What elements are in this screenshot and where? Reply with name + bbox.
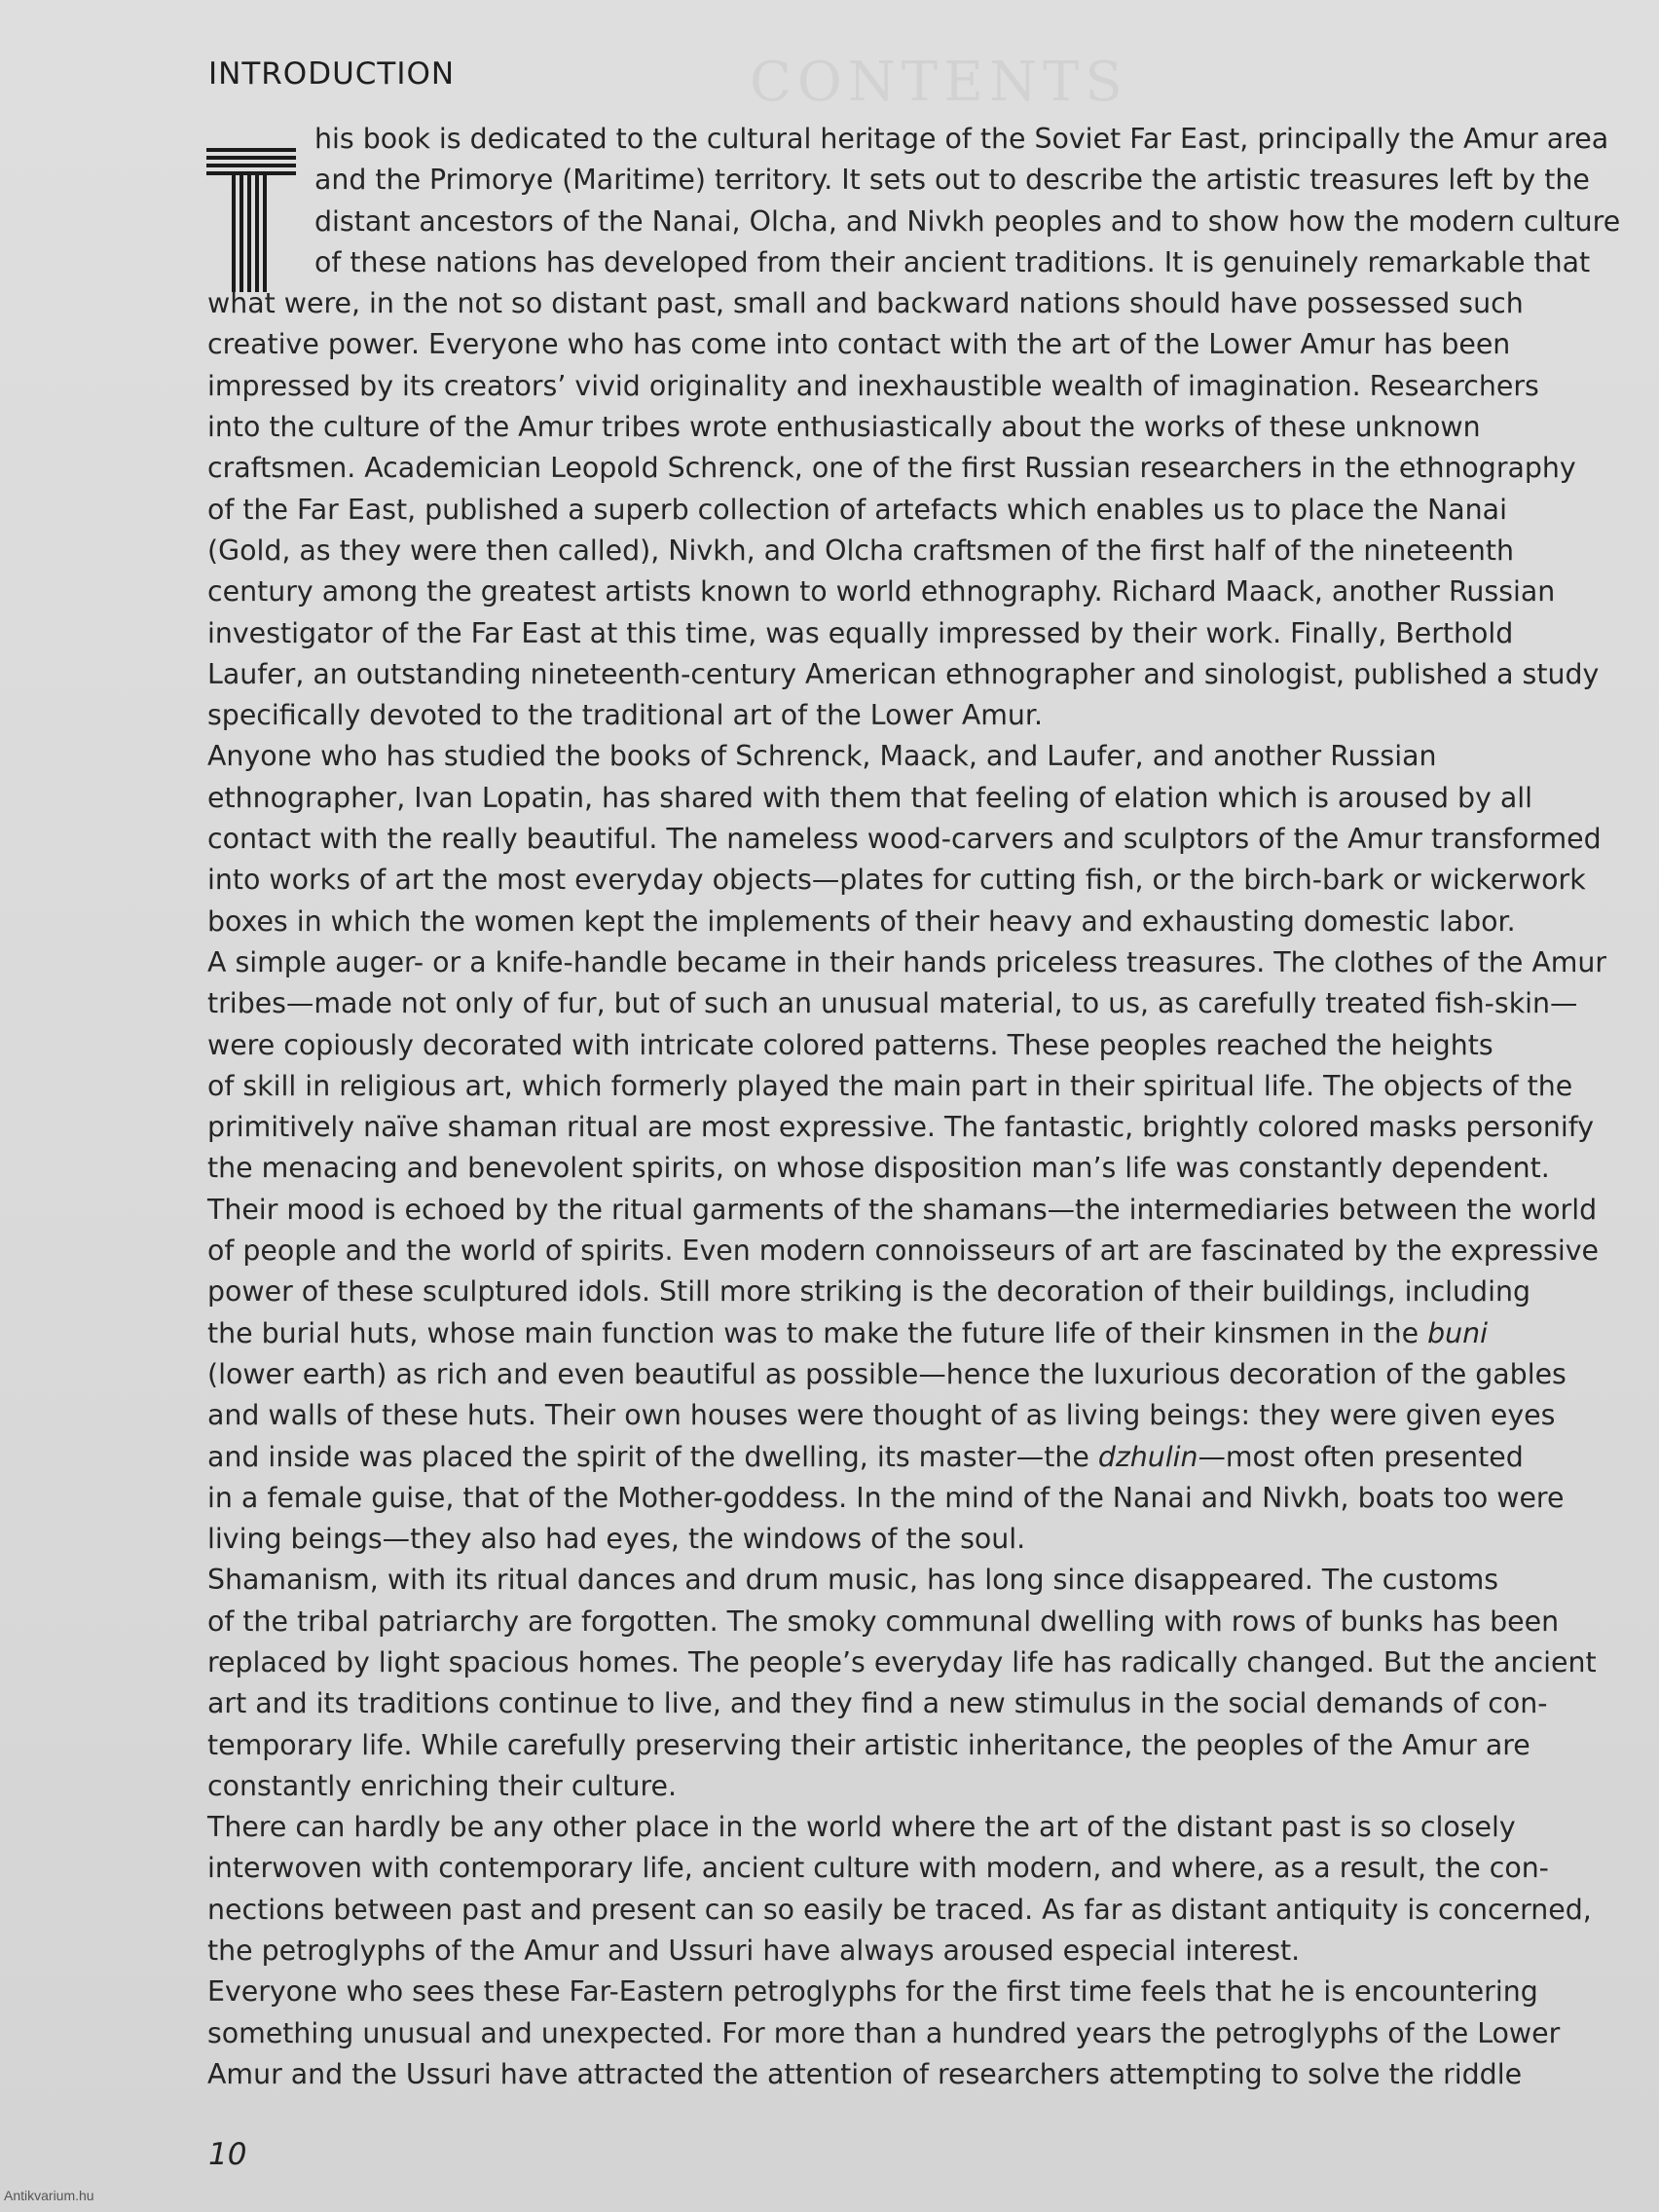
text-line: (Gold, as they were then called), Nivkh, and Olcha craftsmen of the first half of the nineteenth xyxy=(207,534,1514,567)
text-line: the petroglyphs of the Amur and Ussuri have always aroused especial interest. xyxy=(207,1935,1301,1968)
text-line: (lower earth) as rich and even beautiful as possible—hence the luxurious decoration of the gables xyxy=(207,1357,1567,1390)
text-line: interwoven with contemporary life, ancient culture with modern, and where, as a result, the con- xyxy=(207,1852,1549,1885)
text-line: nections between past and present can so easily be traced. As far as distant antiquity is concerned, xyxy=(207,1893,1592,1926)
page-title: INTRODUCTION xyxy=(208,56,456,92)
text-line: and the Primorye (Maritime) territory. It sets out to describe the artistic treasures left by the xyxy=(314,164,1590,197)
text-line: creative power. Everyone who has come into contact with the art of the Lower Amur has been xyxy=(207,328,1511,361)
page-number: 10 xyxy=(208,2137,247,2172)
text-line: craftsmen. Academician Leopold Schrenck, one of the first Russian researchers in the ethnography xyxy=(207,452,1576,485)
text-line: Everyone who sees these Far-Eastern petroglyphs for the first time feels that he is encountering xyxy=(207,1975,1538,2009)
text-line: and inside was placed the spirit of the dwelling, its master—the dzhulin—most often presented xyxy=(207,1440,1524,1473)
text-line: impressed by its creators’ vivid originality and inexhaustible wealth of imagination. Researchers xyxy=(207,369,1539,402)
text-line: investigator of the Far East at this time, was equally impressed by their work. Finally, Berthold xyxy=(207,616,1514,649)
text-line: what were, in the not so distant past, small and backward nations should have possessed such xyxy=(207,287,1524,320)
text-line: contact with the really beautiful. The nameless wood-carvers and sculptors of the Amur transformed xyxy=(207,823,1602,856)
text-line: Shamanism, with its ritual dances and drum music, has long since disappeared. The customs xyxy=(207,1564,1499,1597)
text-line: boxes in which the women kept the implements of their heavy and exhausting domestic labor. xyxy=(207,904,1516,938)
text-line: Amur and the Ussuri have attracted the attention of researchers attempting to solve the riddle xyxy=(207,2057,1523,2090)
text-line: of the Far East, published a superb collection of artefacts which enables us to place the Nanai xyxy=(207,493,1507,526)
text-line: something unusual and unexpected. For more than a hundred years the petroglyphs of the Lower xyxy=(207,2016,1561,2049)
watermark: Antikvarium.hu xyxy=(4,2188,94,2203)
text-line: There can hardly be any other place in the world where the art of the distant past is so closely xyxy=(207,1811,1516,1844)
italic-term: dzhulin xyxy=(1097,1440,1198,1473)
text-line: replaced by light spacious homes. The people’s everyday life has radically changed. But the ancient xyxy=(207,1645,1597,1678)
text-line: A simple auger- or a knife-handle became in their hands priceless treasures. The clothes of the Amur xyxy=(207,945,1607,978)
text-line: of people and the world of spirits. Even modern connoisseurs of art are fascinated by the expressive xyxy=(207,1235,1599,1268)
text-line: the menacing and benevolent spirits, on whose disposition man’s life was constantly dependent. xyxy=(207,1152,1550,1185)
text-line: Anyone who has studied the books of Schrenck, Maack, and Laufer, and another Russian xyxy=(207,740,1437,773)
text-line: primitively naïve shaman ritual are most expressive. The fantastic, brightly colored masks personify xyxy=(207,1111,1595,1144)
text-line: power of these sculptured idols. Still more striking is the decoration of their buildings, including xyxy=(207,1275,1530,1309)
text-line: of skill in religious art, which formerly played the main part in their spiritual life. The objects of the xyxy=(207,1069,1573,1102)
text-line: constantly enriching their culture. xyxy=(207,1769,678,1802)
text-line: temporary life. While carefully preserving their artistic inheritance, the peoples of the Amur are xyxy=(207,1728,1530,1761)
text-line: Laufer, an outstanding nineteenth-century American ethnographer and sinologist, published a study xyxy=(207,657,1600,690)
bleed-through-text: CONTENTS xyxy=(750,51,1128,114)
text-line: art and its traditions continue to live, and they find a new stimulus in the social demands of con- xyxy=(207,1687,1548,1720)
text-line: specifically devoted to the traditional art of the Lower Amur. xyxy=(207,699,1043,732)
text-line: tribes—made not only of fur, but of such an unusual material, to us, as carefully treated fish-skin— xyxy=(207,987,1578,1020)
text-line: distant ancestors of the Nanai, Olcha, and Nivkh peoples and to show how the modern culture xyxy=(314,204,1621,238)
text-line: in a female guise, that of the Mother-goddess. In the mind of the Nanai and Nivkh, boats too were xyxy=(207,1481,1565,1514)
body-text xyxy=(207,119,1629,2095)
text-line: into works of art the most everyday objects—plates for cutting fish, or the birch-bark or wickerwork xyxy=(207,864,1586,897)
text-line: the burial huts, whose main function was to make the future life of their kinsmen in the buni xyxy=(207,1316,1489,1349)
text-line: of the tribal patriarchy are forgotten. The smoky communal dwelling with rows of bunks has been xyxy=(207,1604,1560,1638)
text-line: and walls of these huts. Their own houses were thought of as living beings: they were given eyes xyxy=(207,1399,1556,1432)
text-line: living beings—they also had eyes, the windows of the soul. xyxy=(207,1523,1026,1556)
text-line: his book is dedicated to the cultural heritage of the Soviet Far East, principally the Amur area xyxy=(314,123,1609,155)
text-line: were copiously decorated with intricate colored patterns. These peoples reached the heights xyxy=(207,1028,1493,1061)
text-line: into the culture of the Amur tribes wrote enthusiastically about the works of these unknown xyxy=(207,411,1481,444)
text-line: century among the greatest artists known to world ethnography. Richard Maack, another Russian xyxy=(207,575,1556,608)
text-line: ethnographer, Ivan Lopatin, has shared with them that feeling of elation which is aroused by all xyxy=(207,781,1533,814)
text-line: of these nations has developed from their ancient traditions. It is genuinely remarkable that xyxy=(314,245,1591,278)
text-line: Their mood is echoed by the ritual garments of the shamans—the intermediaries between the world xyxy=(207,1193,1598,1226)
italic-term: buni xyxy=(1427,1316,1489,1349)
